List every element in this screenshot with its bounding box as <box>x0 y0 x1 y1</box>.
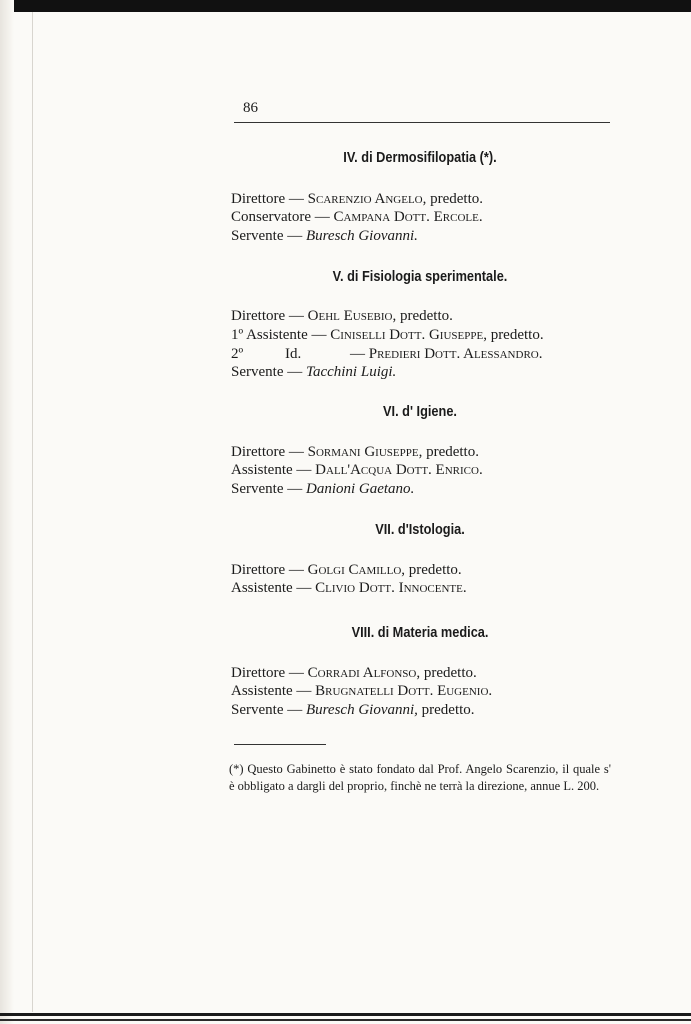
staff-line: Servente — Buresch Giovanni, predetto. <box>231 702 475 718</box>
header-rule <box>234 122 610 123</box>
section-heading-iv: IV. di Dermosifilopatia (*). <box>343 150 497 166</box>
staff-line: Direttore — Corradi Alfonso, predetto. <box>231 665 477 681</box>
section-heading-vi: VI. d' Igiene. <box>383 404 457 420</box>
staff-line: Servente — Tacchini Luigi. <box>231 364 397 380</box>
footnote-rule <box>234 744 326 745</box>
scan-bottom-edge-line <box>0 1019 691 1021</box>
footnote: (*) Questo Gabinetto è stato fondato dal Prof. Angelo Scarenzio, il quale s' è obbligato a dargli del proprio, finchè ne terrà la direzione, annue L. 200. <box>229 762 611 793</box>
section-heading-vii: VII. d'Istologia. <box>375 522 465 538</box>
staff-line: Direttore — Oehl Eusebio, predetto. <box>231 308 453 324</box>
staff-line: Assistente — Clivio Dott. Innocente. <box>231 580 467 596</box>
staff-line: 1º Assistente — Ciniselli Dott. Giuseppe, predetto. <box>231 327 544 343</box>
scan-bottom-edge <box>0 1013 691 1016</box>
section-heading-viii: VIII. di Materia medica. <box>351 625 489 641</box>
staff-line: Direttore — Sormani Giuseppe, predetto. <box>231 444 479 460</box>
staff-line: Servente — Buresch Giovanni. <box>231 228 418 244</box>
page-number: 86 <box>243 100 258 116</box>
staff-line: Conservatore — Campana Dott. Ercole. <box>231 209 483 225</box>
section-heading-v: V. di Fisiologia sperimentale. <box>332 269 508 285</box>
scan-margin-line <box>32 12 33 1012</box>
staff-line: Direttore — Scarenzio Angelo, predetto. <box>231 191 484 207</box>
scan-top-edge <box>0 0 691 12</box>
staff-line: Assistente — Dall'Acqua Dott. Enrico. <box>231 462 483 478</box>
staff-line: Direttore — Golgi Camillo, predetto. <box>231 562 462 578</box>
staff-line: Servente — Danioni Gaetano. <box>231 481 415 497</box>
staff-line: Assistente — Brugnatelli Dott. Eugenio. <box>231 683 493 699</box>
staff-line: 2º Id. — Predieri Dott. Alessandro. <box>231 346 543 362</box>
scan-left-edge <box>0 0 14 1024</box>
